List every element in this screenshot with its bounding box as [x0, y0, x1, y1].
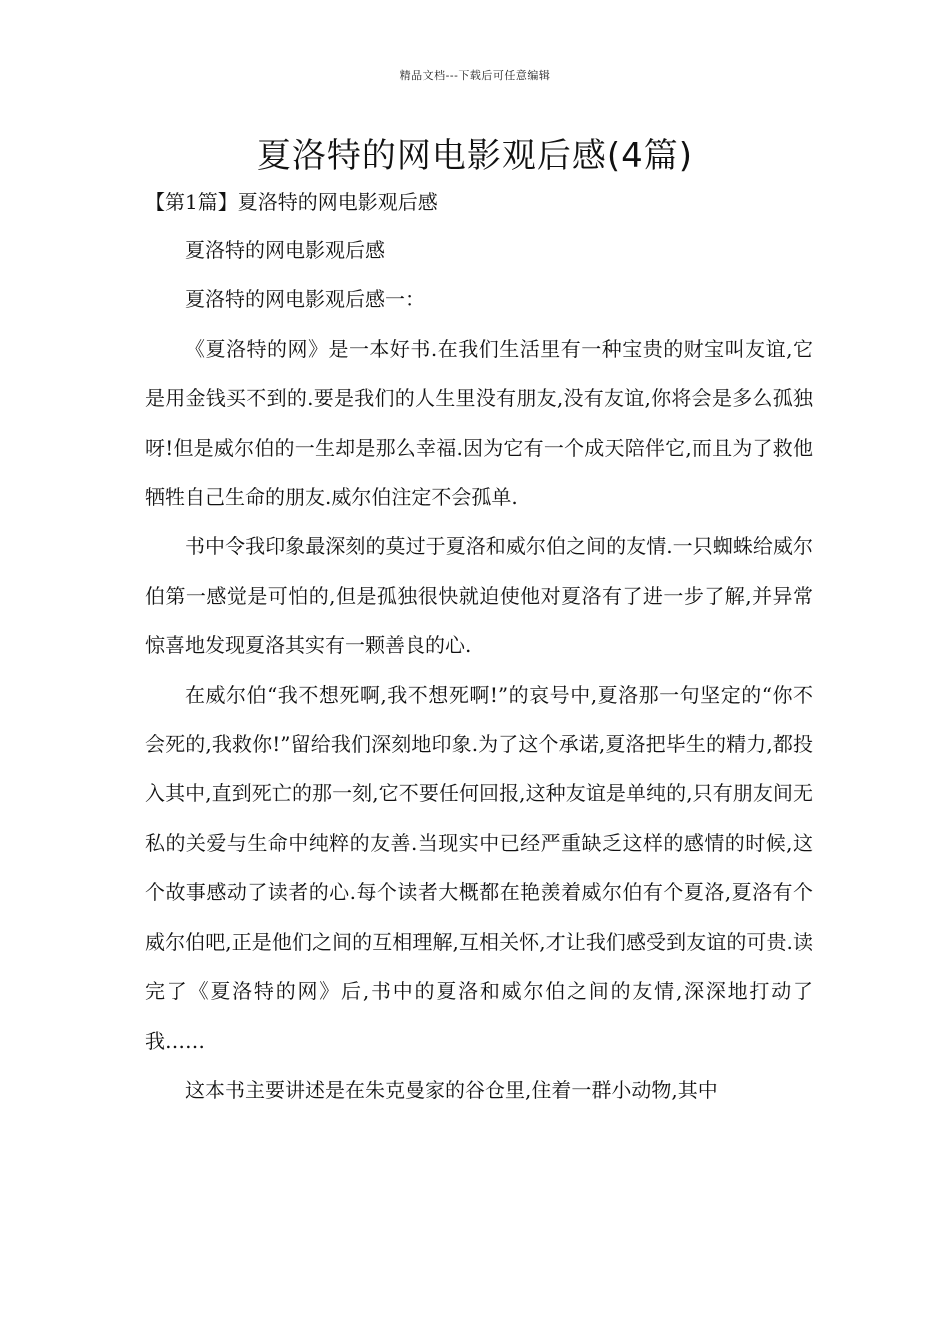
header-note: 精品文档---下载后可任意编辑	[399, 69, 551, 82]
paragraph-part-one: 夏洛特的网电影观后感一：	[185, 287, 425, 312]
paragraph-intro: 《夏洛特的网》是一本好书.在我们生活里有一种宝贵的财宝叫友谊,它是用金钱买不到的.要是我们的人生里没有朋友,没有友谊,你将会是多么孤独呀!但是威尔伯的一生却是那么幸福.因为它有一个成天陪伴它,而且为了救他牺牲自己生命的朋友.威尔伯注定不会孤单.	[145, 336, 813, 510]
paragraph-promise: 在威尔伯“我不想死啊,我不想死啊!”的哀号中,夏洛那一句坚定的“你不会死的,我救你!”留给我们深刻地印象.为了这个承诺,夏洛把毕生的精力,都投入其中,直到死亡的那一刻,它不要任何回报,这种友谊是单纯的,只有朋友间无私的关爱与生命中纯粹的友善.当现实中已经严重缺乏这样的感情的时候,这个故事感动了读者的心.每个读者大概都在艳羡着威尔伯有个夏洛,夏洛有个威尔伯吧,正是他们之间的互相理解,互相关怀,才让我们感受到友谊的可贵.读完了《夏洛特的网》后,书中的夏洛和威尔伯之间的友情,深深地打动了我……	[145, 682, 813, 1053]
paragraph-summary: 这本书主要讲述是在朱克曼家的谷仓里,住着一群小动物,其中	[185, 1077, 718, 1102]
section-heading: 【第1篇】夏洛特的网电影观后感	[145, 190, 438, 214]
paragraph-impression: 书中令我印象最深刻的莫过于夏洛和威尔伯之间的友情.一只蜘蛛给威尔伯第一感觉是可怕的,但是孤独很快就迫使他对夏洛有了进一步了解,并异常惊喜地发现夏洛其实有一颗善良的心.	[145, 534, 813, 658]
document-body	[145, 178, 813, 1115]
paragraph-subtitle: 夏洛特的网电影观后感	[185, 238, 385, 262]
document-title: 夏洛特的网电影观后感(4篇)	[256, 136, 694, 176]
